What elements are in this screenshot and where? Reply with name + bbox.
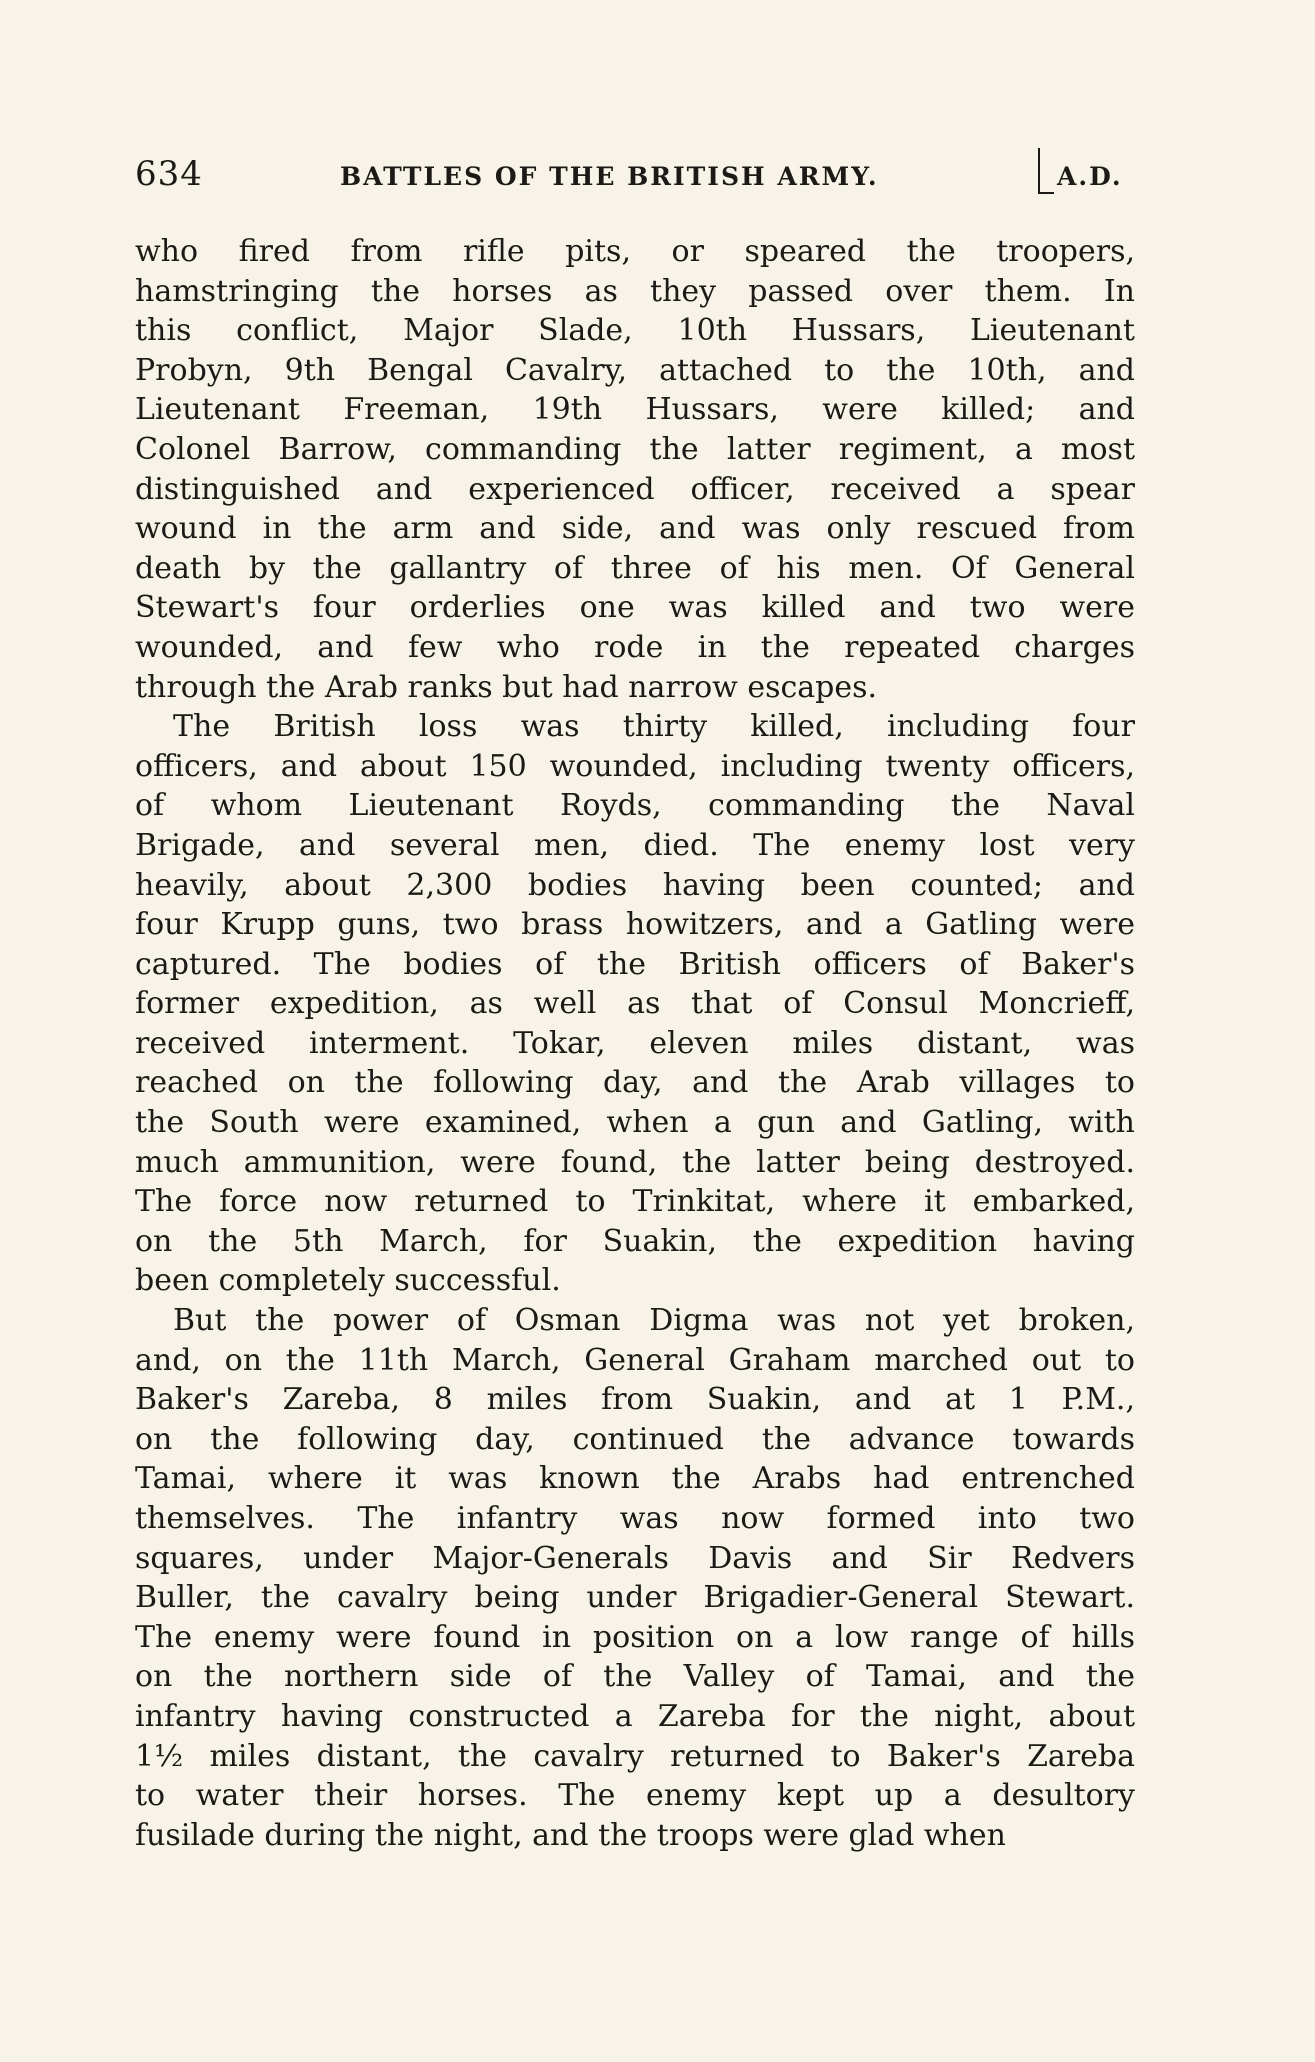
text-line: to water their horses. The enemy kept up a desultory — [135, 1778, 1135, 1814]
body-text — [135, 232, 1135, 1855]
text-line: been completely successful. — [135, 1263, 561, 1299]
text-line: Probyn, 9th Bengal Cavalry, attached to the 10th, and — [135, 352, 1135, 388]
text-line: captured. The bodies of the British officers of Baker's — [135, 946, 1135, 982]
text-line: wounded, and few who rode in the repeated charges — [135, 629, 1135, 665]
text-line: and, on the 11th March, General Graham marched out to — [135, 1342, 1135, 1378]
text-line: Colonel Barrow, commanding the latter regiment, a most — [135, 431, 1135, 467]
era-label: A.D. — [1057, 162, 1123, 191]
text-line: through the Arab ranks but had narrow escapes. — [135, 669, 878, 705]
text-line: 1½ miles distant, the cavalry returned to Baker's Zareba — [135, 1738, 1135, 1774]
text-line: Lieutenant Freeman, 19th Hussars, were killed; and — [135, 392, 1135, 428]
text-line: the South were examined, when a gun and Gatling, with — [135, 1105, 1135, 1141]
text-line: much ammunition, were found, the latter being destroyed. — [135, 1144, 1135, 1180]
paragraph — [135, 232, 1135, 707]
text-line: distinguished and experienced officer, received a spear — [135, 471, 1135, 507]
page-header — [135, 148, 1135, 208]
text-line: of whom Lieutenant Royds, commanding the Naval — [135, 788, 1135, 824]
text-line: on the northern side of the Valley of Tamai, and the — [135, 1659, 1135, 1695]
text-line: infantry having constructed a Zareba for the night, about — [135, 1698, 1135, 1734]
running-title: BATTLES OF THE BRITISH ARMY. — [340, 162, 879, 191]
text-line: on the following day, continued the advance towards — [135, 1421, 1135, 1457]
text-line: themselves. The infantry was now formed into two — [135, 1501, 1135, 1536]
text-line: reached on the following day, and the Arab villages to — [135, 1065, 1135, 1101]
text-line: Baker's Zareba, 8 miles from Suakin, and at 1 P.M., — [135, 1382, 1135, 1418]
text-line: hamstringing the horses as they passed over them. In — [135, 273, 1135, 309]
text-line: four Krupp guns, two brass howitzers, and a Gatling were — [135, 907, 1135, 943]
page-number: 634 — [135, 154, 203, 194]
text-line: Tamai, where it was known the Arabs had entrenched — [135, 1461, 1135, 1497]
text-line: Buller, the cavalry being under Brigadier-General Stewart. — [135, 1580, 1135, 1616]
era-bracket — [1038, 148, 1054, 194]
text-line: on the 5th March, for Suakin, the expedition having — [135, 1223, 1135, 1259]
text-line: The force now returned to Trinkitat, where it embarked, — [135, 1184, 1135, 1220]
paragraph — [135, 707, 1135, 1301]
paragraph — [135, 1301, 1135, 1855]
text-line: former expedition, as well as that of Consul Moncrieff, — [135, 986, 1135, 1022]
text-line: wound in the arm and side, and was only rescued from — [135, 511, 1135, 547]
text-line: who fired from rifle pits, or speared the troopers, — [135, 234, 1135, 269]
text-line: Brigade, and several men, died. The enemy lost very — [135, 827, 1135, 863]
text-line: The enemy were found in position on a low range of hills — [135, 1619, 1135, 1655]
text-line: fusilade during the night, and the troops were glad when — [135, 1817, 1006, 1853]
text-line: squares, under Major-Generals Davis and Sir Redvers — [135, 1540, 1135, 1576]
text-line: this conflict, Major Slade, 10th Hussars, Lieutenant — [135, 313, 1135, 349]
text-line: But the power of Osman Digma was not yet broken, — [173, 1303, 1135, 1339]
text-line: received interment. Tokar, eleven miles distant, was — [135, 1025, 1135, 1061]
text-line: Stewart's four orderlies one was killed and two were — [135, 590, 1135, 626]
text-line: The British loss was thirty killed, including four — [173, 709, 1135, 745]
text-line: officers, and about 150 wounded, including twenty officers, — [135, 748, 1135, 784]
text-line: heavily, about 2,300 bodies having been counted; and — [135, 867, 1135, 903]
text-line: death by the gallantry of three of his men. Of General — [135, 550, 1135, 586]
